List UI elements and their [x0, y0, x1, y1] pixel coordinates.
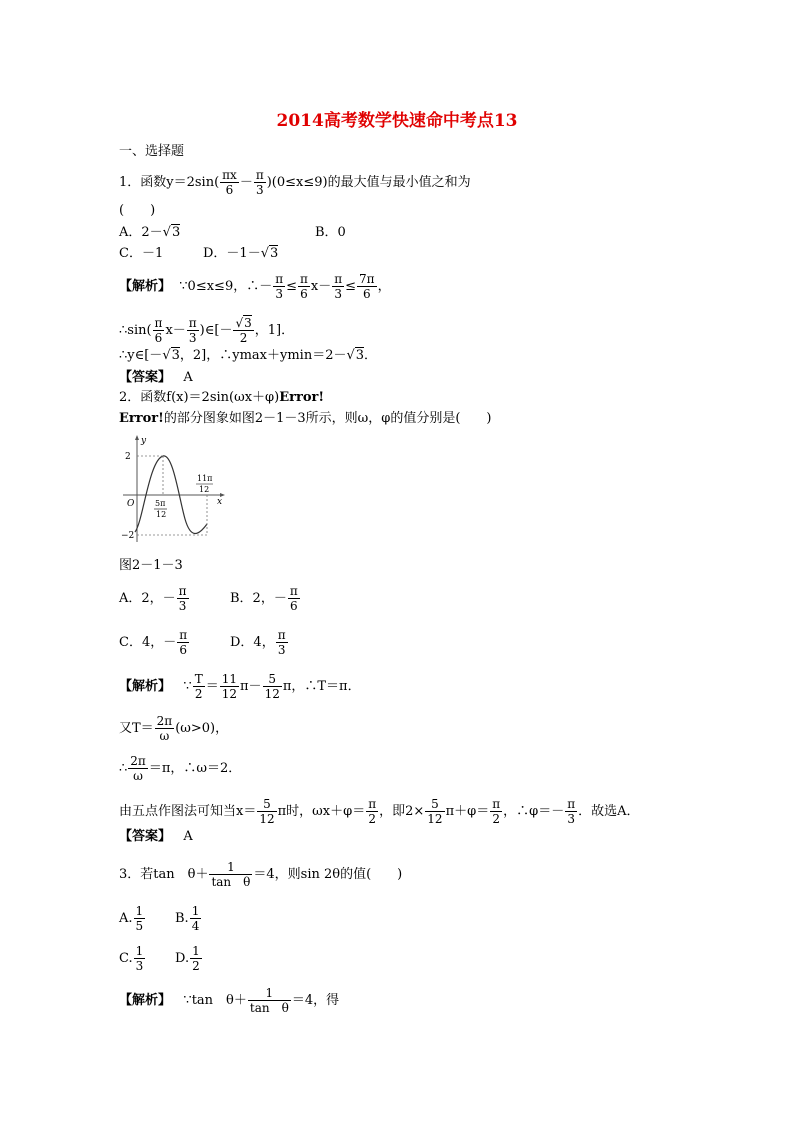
- sqrt-icon: √: [235, 316, 244, 330]
- tick-label-12: 12: [156, 510, 167, 519]
- fraction: $\frac{\pi}{3}$: [334, 272, 343, 301]
- fraction: $\frac{1}{5}$: [135, 904, 144, 933]
- q1-stem-text: 1．函数y＝2sin(: [119, 175, 220, 190]
- fraction: $\frac{1}{3}$: [135, 944, 144, 973]
- fraction: $\frac{5}{12}$: [427, 797, 443, 826]
- answer-label: 【答案】: [119, 829, 172, 844]
- q1-answer: 【答案】 A: [119, 370, 193, 385]
- y-axis-label: y: [141, 436, 147, 446]
- q1-option-a: A．2－: [119, 225, 163, 240]
- q2-analysis-3: ∴ $\frac{2\pi}{\omega}$ ＝π，∴ω＝2．: [119, 754, 242, 783]
- fraction: $\frac{\pi}{3}$: [188, 316, 197, 345]
- figure-caption: 图2－1－3: [119, 558, 183, 573]
- q2-option-d: D．4， $\frac{\pi}{3}$: [230, 628, 286, 657]
- q2-analysis-4: 由五点作图法可知当x＝ $\frac{5}{12}$ π时，ωx＋φ＝ $\frac{\pi}{2}$ ，即2× $\frac{5}{12}$ π＋φ＝ $\frac{\pi}{2}$ ，∴φ＝－ $\frac{\pi}{3}$ ．故选A．: [119, 797, 640, 826]
- fraction: $\frac{1}{2}$: [192, 944, 200, 973]
- fraction: $\frac{2\pi}{\omega}$: [156, 714, 173, 743]
- q2-option-b: B．2，－ $\frac{\pi}{6}$: [230, 584, 298, 613]
- q1-options-cd: [119, 246, 279, 262]
- error-field: Error!: [119, 411, 164, 426]
- analysis-label: 【解析】: [119, 279, 172, 294]
- y-min-label: −2: [121, 531, 135, 541]
- fraction: $\frac{\pi}{3}$: [178, 584, 187, 613]
- q1-option-d: D．－1－√3: [203, 246, 279, 261]
- fraction: $\frac{\pi}{3}$: [275, 272, 284, 301]
- fraction: $\frac{\pi}{3}$: [567, 797, 576, 826]
- fraction: $\frac{\pi x}{6}$: [222, 168, 237, 197]
- analysis-label: 【解析】: [119, 679, 172, 694]
- q2-stem-1: 2．函数f(x)＝2sin(ωx＋φ)Error!: [119, 390, 325, 405]
- q1-options-ab: A．2－√3 B．0: [119, 225, 346, 240]
- q1-paren: ( ): [119, 203, 156, 218]
- fraction: $\frac{5}{12}$: [264, 672, 280, 701]
- sine-graph: [119, 434, 231, 546]
- q1-option-c: C．－1: [119, 246, 164, 261]
- q2-analysis-1: 【解析】 ∵ $\frac{T}{2}$ ＝ $\frac{11}{12}$ π－ $\frac{5}{12}$ π，∴T＝π．: [119, 672, 361, 701]
- fraction: $\frac{\pi}{6}$: [179, 628, 188, 657]
- fraction: $\frac{5}{12}$: [259, 797, 275, 826]
- origin-label: O: [127, 499, 135, 509]
- q3-option-b: B. $\frac{1}{4}$: [175, 904, 200, 933]
- q1-stem: 1．函数y＝2sin( $\frac{\pi x}{6}$ － $\frac{\pi}{3}$ )(0≤x≤9)的最大值与最小值之和为: [119, 168, 471, 197]
- fraction: $\frac{√3}{2}$: [235, 316, 252, 345]
- fraction: $\frac{\pi}{6}$: [154, 316, 163, 345]
- q3-options-ab: A. $\frac{1}{5}$ B. $\frac{1}{4}$: [119, 904, 146, 933]
- q3-options-cd: C. $\frac{1}{3}$ D. $\frac{1}{2}$: [119, 944, 146, 973]
- fraction: $\frac{\pi}{3}$: [255, 168, 264, 197]
- tick-label-5pi: 5π: [155, 499, 166, 508]
- fraction: $\frac{2\pi}{\omega}$: [130, 754, 146, 783]
- q2-answer: 【答案】 A: [119, 829, 193, 844]
- fraction: $\frac{1}{4}$: [191, 904, 200, 933]
- fraction: $\frac{11}{12}$: [221, 672, 238, 701]
- q1-analysis-1: 【解析】 ∵0≤x≤9，∴－ $\frac{\pi}{3}$ ≤ $\frac{\pi}{6}$ x－ $\frac{\pi}{3}$ ≤ $\frac{7\pi}{6}$ ，: [119, 272, 391, 301]
- x-axis-label: x: [217, 497, 223, 507]
- fraction: $\frac{\pi}{3}$: [277, 628, 286, 657]
- fraction: $\frac{T}{2}$: [194, 672, 203, 701]
- section-heading: 一、选择题: [119, 144, 185, 159]
- q3-stem: 3．若tan θ＋ $\frac{1}{\text{tan θ}}$ ＝4，则sin 2θ的值( ): [119, 860, 403, 889]
- fraction: $\frac{7\pi}{6}$: [359, 272, 375, 301]
- fraction: $\frac{1}{\text{tan θ}}$: [211, 860, 251, 889]
- fraction: $\frac{\pi}{2}$: [368, 797, 377, 826]
- q2-analysis-2: 又T＝ $\frac{2\pi}{\omega}$ (ω>0)，: [119, 714, 229, 743]
- q1-analysis-3: ∴y∈[－√3，2]，∴ymax＋ymin＝2－√3．: [119, 348, 378, 363]
- y-axis-arrow: [135, 435, 139, 440]
- q3-analysis: 【解析】 ∵tan θ＋ $\frac{1}{\text{tan θ}}$ ＝4，得: [119, 986, 340, 1015]
- sqrt-icon: √: [162, 348, 171, 363]
- page-title: 2014高考数学快速命中考点13: [276, 111, 518, 131]
- tick-label-11pi: 11π: [197, 474, 213, 483]
- tick-label-12b: 12: [199, 485, 210, 494]
- error-field: Error!: [279, 390, 325, 405]
- y-max-label: 2: [125, 452, 131, 462]
- q2-options-ab: A．2，－ $\frac{\pi}{3}$ B．2，－ $\frac{\pi}{6}$: [119, 584, 190, 613]
- q1-option-b: B．0: [315, 225, 346, 240]
- sqrt-icon: √: [346, 348, 355, 363]
- q1-analysis-2: ∴sin( $\frac{\pi}{6}$ x－ $\frac{\pi}{3}$ )∈[－ $\frac{√3}{2}$ ，1]．: [119, 316, 295, 345]
- q3-option-d: D. $\frac{1}{2}$: [175, 944, 200, 973]
- analysis-label: 【解析】: [119, 993, 172, 1008]
- sqrt-icon: √: [260, 246, 269, 261]
- q2-stem-2: Error!的部分图象如图2－1－3所示，则ω，φ的值分别是( ): [119, 411, 492, 426]
- answer-label: 【答案】: [119, 370, 172, 385]
- q2-options-cd: C．4，－ $\frac{\pi}{6}$ D．4， $\frac{\pi}{3}$: [119, 628, 190, 657]
- fraction: $\frac{\pi}{6}$: [300, 272, 308, 301]
- fraction: $\frac{\pi}{6}$: [289, 584, 298, 613]
- sqrt-icon: √: [162, 225, 171, 240]
- fraction: $\frac{1}{\text{tan θ}}$: [249, 986, 289, 1015]
- fraction: $\frac{\pi}{2}$: [492, 797, 501, 826]
